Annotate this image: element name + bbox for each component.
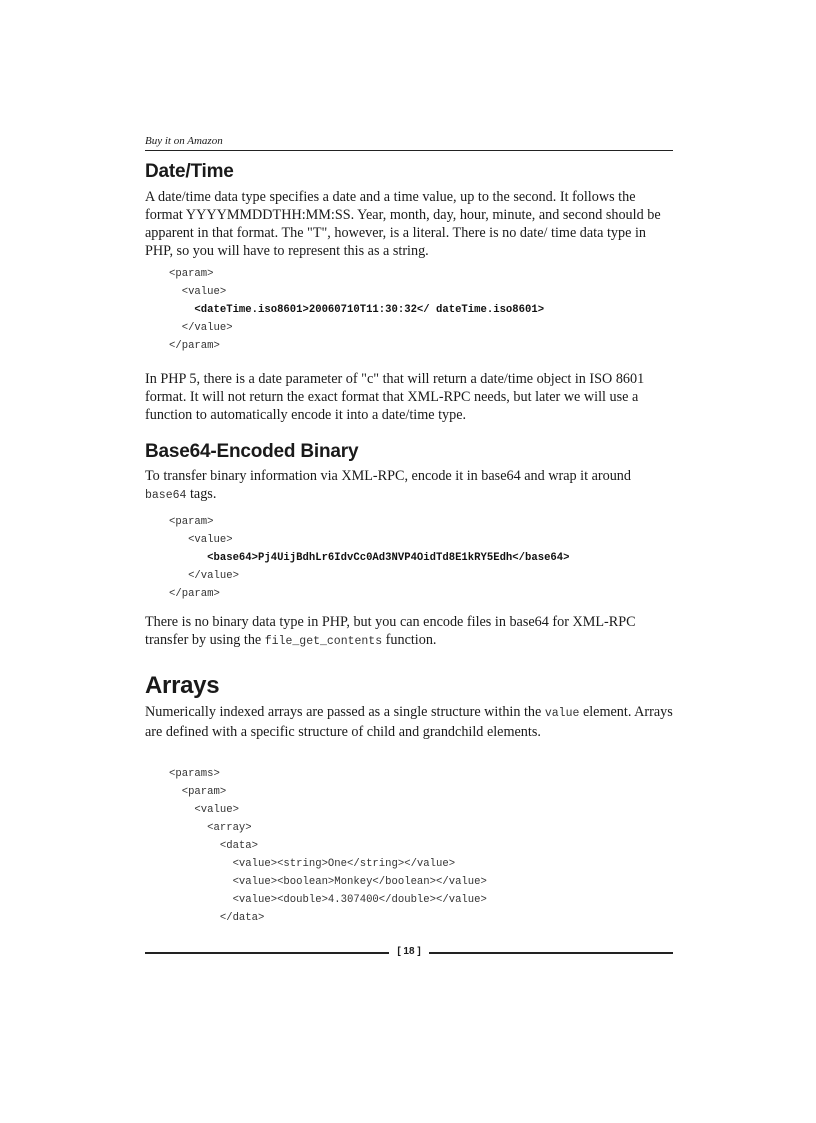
code-block-arrays [169, 765, 487, 927]
code-block-base64 [169, 513, 570, 603]
paragraph-datetime: A date/time data type specifies a date and a time value, up to the second. It follows the format YYYYMMDDTHH:MM:SS. Year, month, day, hour, minute, and second should be apparent in that format. The "T", however, is a literal. There is no date/ time data type in PHP, so you will have to represent this as a string. [145, 189, 661, 259]
code-line: <dateTime.iso8601>20060710T11:30:32</ dateTime.iso8601> [169, 304, 545, 316]
footer-rule-left [145, 952, 389, 954]
code-line: <array> [169, 822, 252, 834]
paragraph-base64 [145, 467, 673, 505]
text: function. [382, 632, 437, 648]
code-line: <value> [169, 804, 239, 816]
paragraph-base64-php [145, 613, 673, 651]
text: There is no binary data type in PHP, but you can encode files in base64 for XML-RPC transfer by using the [145, 614, 636, 648]
paragraph-arrays [145, 703, 673, 741]
code-block-datetime [169, 265, 544, 355]
code-line: <value><double>4.307400</double></value> [169, 894, 487, 906]
page-number: [ 18 ] [397, 946, 421, 957]
code-line: <params> [169, 768, 220, 780]
code-line: </param> [169, 340, 220, 352]
code-line: <value> [169, 286, 227, 298]
code-line: <param> [169, 268, 214, 280]
text: tags. [186, 486, 217, 502]
code-line: <value><string>One</string></value> [169, 858, 456, 870]
heading-datetime: Date/Time [145, 161, 234, 182]
code-line: </data> [169, 912, 265, 924]
code-line: </value> [169, 322, 233, 334]
inline-code: value [544, 707, 580, 720]
running-head: Buy it on Amazon [145, 135, 673, 151]
text: To transfer binary information via XML-RPC, encode it in base64 and wrap it around [145, 468, 631, 484]
inline-code: file_get_contents [264, 635, 383, 648]
heading-arrays: Arrays [145, 672, 220, 699]
paragraph-datetime-php5: In PHP 5, there is a date parameter of "c" that will return a date/time object in ISO 8601 format. It will not return the exact format that XML-RPC needs, but later we will use a function to automatically encode it into a date/time type. [145, 371, 645, 423]
code-line: </value> [169, 570, 239, 582]
page-footer [145, 944, 673, 960]
code-line: </param> [169, 588, 220, 600]
code-line: <param> [169, 516, 214, 528]
text: Numerically indexed arrays are passed as a single structure within the [145, 704, 545, 720]
code-line: <base64>Pj4UijBdhLr6IdvCc0Ad3NVP4OidTd8E1kRY5Edh</base64> [169, 552, 570, 564]
inline-code: base64 [145, 489, 187, 502]
heading-base64: Base64-Encoded Binary [145, 441, 359, 462]
text: element. Arrays are defined with a specific structure of child and grandchild elements. [145, 704, 673, 740]
footer-rule-right [429, 952, 673, 954]
code-line: <value> [169, 534, 233, 546]
code-line: <data> [169, 840, 259, 852]
code-line: <value><boolean>Monkey</boolean></value> [169, 876, 487, 888]
code-line: <param> [169, 786, 227, 798]
